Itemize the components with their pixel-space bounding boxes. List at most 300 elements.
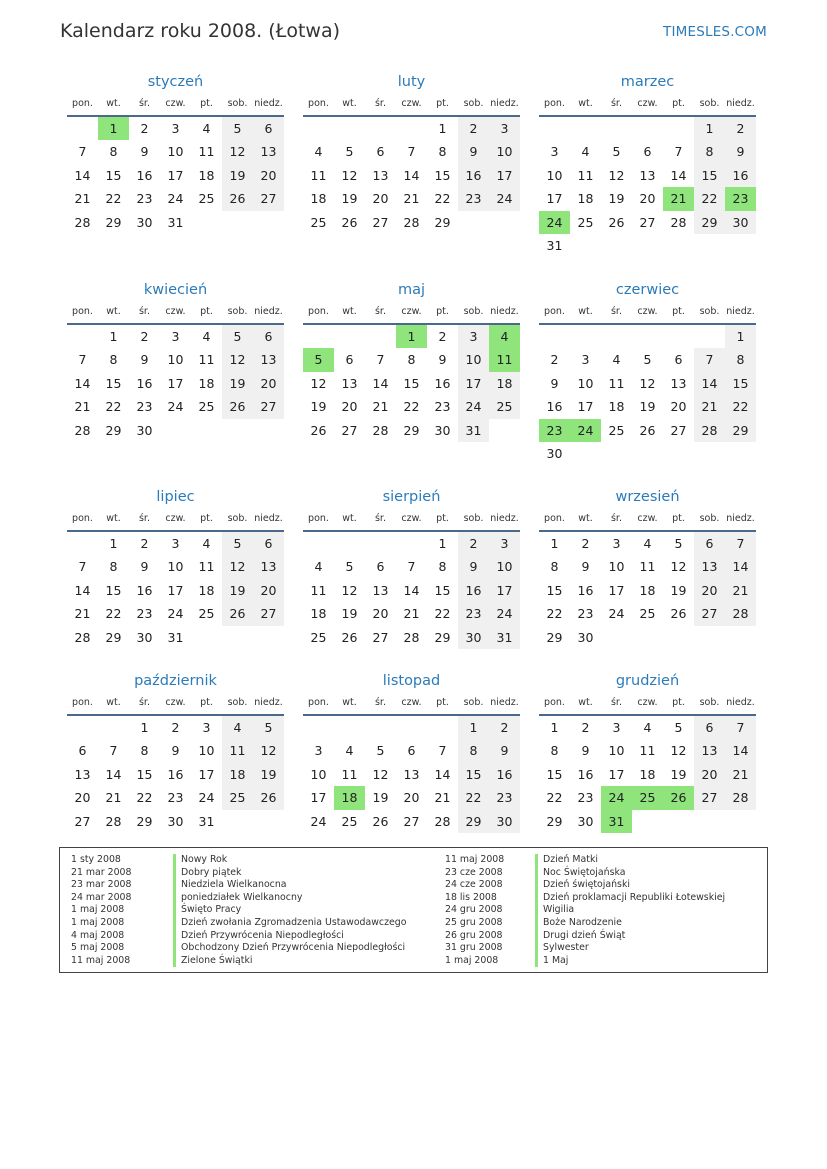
day-cell: 26 — [310, 422, 327, 438]
day-cell: 19 — [310, 399, 327, 415]
day-cell: 22 — [434, 606, 451, 622]
month-5 — [303, 279, 520, 442]
weekday-label: niedz. — [254, 697, 283, 708]
day-cell: 21 — [403, 606, 420, 622]
day-cell: 19 — [670, 582, 687, 598]
day-cell: 26 — [341, 629, 358, 645]
day-cell: 10 — [310, 766, 327, 782]
holiday-date: 1 maj 2008 — [71, 916, 125, 928]
week-row — [67, 164, 284, 187]
empty-cell — [663, 325, 694, 348]
day-cell: 10 — [198, 743, 215, 759]
day-cell: 3 — [202, 720, 211, 735]
day-cell: 12 — [372, 766, 389, 782]
week-row — [67, 372, 284, 395]
day-cell: 9 — [581, 743, 590, 759]
day-cell: 24 — [489, 602, 520, 625]
empty-cell — [365, 117, 396, 140]
day-cell: 7 — [694, 348, 725, 371]
holiday-name: Boże Narodzenie — [535, 917, 725, 930]
day-cell: 1 — [438, 536, 447, 551]
day-cell: 20 — [403, 790, 420, 806]
week-row — [67, 532, 284, 555]
empty-cell — [601, 234, 632, 257]
day-cell: 3 — [314, 743, 323, 759]
day-cell: 22 — [458, 786, 489, 809]
day-cell: 29 — [434, 629, 451, 645]
weekday-label: pt. — [200, 98, 213, 109]
day-cell: 28 — [725, 602, 756, 625]
empty-cell — [427, 716, 458, 739]
day-cell: 14 — [372, 375, 389, 391]
day-cell: 27 — [253, 187, 284, 210]
weekday-label: śr. — [374, 98, 386, 109]
weekday-label: pt. — [672, 513, 685, 524]
day-cell: 12 — [222, 348, 253, 371]
empty-cell — [570, 442, 601, 465]
holiday-date: 25 gru 2008 — [445, 916, 503, 928]
day-cell: 16 — [725, 164, 756, 187]
day-cell: 28 — [434, 813, 451, 829]
weekday-label: wt. — [578, 98, 593, 109]
holiday-name: Dzień świętojański — [535, 879, 725, 892]
day-cell: 1 — [694, 117, 725, 140]
day-cell: 13 — [372, 167, 389, 183]
weekday-label: pon. — [544, 98, 565, 109]
weekday-header — [539, 508, 756, 532]
day-cell: 13 — [639, 167, 656, 183]
day-cell: 16 — [136, 582, 153, 598]
day-cell: 4 — [643, 720, 652, 735]
month-10 — [67, 670, 284, 833]
day-cell: 1 — [438, 121, 447, 136]
day-cell: 4 — [489, 325, 520, 348]
holiday-date: 21 mar 2008 — [71, 866, 132, 878]
day-cell: 7 — [407, 144, 416, 160]
day-cell: 25 — [341, 813, 358, 829]
day-cell: 16 — [434, 375, 451, 391]
day-cell: 10 — [458, 348, 489, 371]
week-row — [539, 140, 756, 163]
month-9 — [539, 486, 756, 649]
weekday-label: wt. — [106, 697, 121, 708]
day-cell: 28 — [403, 214, 420, 230]
empty-cell — [253, 211, 284, 234]
month-name: maj — [397, 282, 426, 298]
day-cell: 17 — [310, 790, 327, 806]
day-cell: 15 — [458, 763, 489, 786]
empty-cell — [222, 810, 253, 833]
empty-cell — [191, 626, 222, 649]
day-cell: 2 — [489, 716, 520, 739]
day-cell: 30 — [577, 629, 594, 645]
day-cell: 4 — [202, 536, 211, 551]
weekday-label: niedz. — [726, 98, 755, 109]
empty-cell — [98, 716, 129, 739]
empty-cell — [663, 117, 694, 140]
day-cell: 27 — [253, 395, 284, 418]
day-cell: 10 — [608, 743, 625, 759]
day-cell: 11 — [198, 559, 215, 575]
weekday-label: pt. — [200, 697, 213, 708]
empty-cell — [663, 626, 694, 649]
empty-cell — [67, 325, 98, 348]
holiday-name: Dzień proklamacji Republiki Łotewskiej — [535, 892, 725, 905]
day-cell: 19 — [222, 164, 253, 187]
day-cell: 22 — [546, 790, 563, 806]
holiday-list — [59, 847, 768, 973]
day-cell: 11 — [310, 582, 327, 598]
month-12 — [539, 670, 756, 833]
empty-cell — [632, 234, 663, 257]
day-cell: 31 — [458, 419, 489, 442]
weekday-label: wt. — [342, 306, 357, 317]
day-cell: 25 — [310, 629, 327, 645]
empty-cell — [725, 810, 756, 833]
day-cell: 29 — [546, 813, 563, 829]
day-cell: 27 — [670, 422, 687, 438]
day-cell: 28 — [403, 629, 420, 645]
day-cell: 16 — [167, 766, 184, 782]
weekday-label: śr. — [138, 513, 150, 524]
week-row — [303, 739, 520, 762]
day-cell: 5 — [222, 325, 253, 348]
day-cell: 25 — [310, 214, 327, 230]
weekday-label: niedz. — [726, 513, 755, 524]
day-cell: 16 — [458, 164, 489, 187]
week-row — [303, 810, 520, 833]
day-cell: 15 — [546, 582, 563, 598]
weekday-label: pt. — [672, 98, 685, 109]
day-cell: 25 — [639, 606, 656, 622]
day-cell: 5 — [253, 716, 284, 739]
weekday-label: czw. — [165, 306, 186, 317]
empty-cell — [632, 810, 663, 833]
week-row — [303, 786, 520, 809]
day-cell: 20 — [694, 579, 725, 602]
day-cell: 5 — [376, 743, 385, 759]
day-cell: 11 — [222, 739, 253, 762]
day-cell: 24 — [310, 813, 327, 829]
weekday-label: śr. — [610, 98, 622, 109]
weekday-label: śr. — [610, 513, 622, 524]
day-cell: 22 — [105, 399, 122, 415]
weekday-label: sob. — [463, 697, 484, 708]
day-cell: 8 — [109, 559, 118, 575]
weekday-label: czw. — [637, 697, 658, 708]
day-cell: 17 — [489, 579, 520, 602]
day-cell: 29 — [105, 422, 122, 438]
empty-cell — [725, 234, 756, 257]
day-cell: 11 — [639, 559, 656, 575]
day-cell: 18 — [310, 191, 327, 207]
day-cell: 28 — [74, 422, 91, 438]
day-cell: 30 — [167, 813, 184, 829]
empty-cell — [222, 211, 253, 234]
day-cell: 30 — [136, 629, 153, 645]
weekday-label: niedz. — [490, 306, 519, 317]
day-cell: 6 — [253, 117, 284, 140]
month-name: sierpień — [382, 489, 441, 505]
day-cell: 10 — [167, 352, 184, 368]
day-cell: 19 — [608, 191, 625, 207]
week-row — [539, 532, 756, 555]
day-cell: 3 — [171, 121, 180, 136]
weekday-label: wt. — [578, 513, 593, 524]
weekday-label: wt. — [342, 98, 357, 109]
day-cell: 15 — [694, 164, 725, 187]
day-cell: 28 — [694, 419, 725, 442]
week-row — [67, 579, 284, 602]
day-cell: 18 — [608, 399, 625, 415]
empty-cell — [334, 325, 365, 348]
day-cell: 25 — [577, 214, 594, 230]
holiday-date: 23 mar 2008 — [71, 879, 132, 891]
weekday-label: czw. — [637, 306, 658, 317]
day-cell: 12 — [608, 167, 625, 183]
week-row — [539, 211, 756, 234]
day-cell: 7 — [407, 559, 416, 575]
day-cell: 7 — [78, 559, 87, 575]
day-cell: 9 — [458, 140, 489, 163]
week-row — [539, 325, 756, 348]
day-cell: 29 — [105, 629, 122, 645]
day-cell: 20 — [253, 579, 284, 602]
holiday-dates-left — [71, 854, 131, 967]
day-cell: 12 — [253, 739, 284, 762]
weekday-label: pon. — [544, 697, 565, 708]
day-cell: 4 — [314, 559, 323, 575]
day-cell: 7 — [376, 352, 385, 368]
weekday-label: pt. — [200, 513, 213, 524]
week-row — [539, 419, 756, 442]
day-cell: 14 — [725, 739, 756, 762]
holiday-date: 24 gru 2008 — [445, 904, 503, 916]
week-row — [303, 716, 520, 739]
weekday-label: sob. — [227, 513, 248, 524]
day-cell: 7 — [674, 144, 683, 160]
month-4 — [67, 279, 284, 442]
week-row — [303, 140, 520, 163]
day-cell: 18 — [222, 763, 253, 786]
day-cell: 1 — [140, 720, 149, 735]
week-row — [303, 763, 520, 786]
month-name: marzec — [620, 74, 675, 90]
month-name: styczeń — [147, 74, 204, 90]
month-name: wrzesień — [615, 489, 680, 505]
week-row — [539, 626, 756, 649]
day-cell: 5 — [345, 559, 354, 575]
day-cell: 20 — [253, 372, 284, 395]
weekday-label: pt. — [200, 306, 213, 317]
empty-cell — [694, 234, 725, 257]
day-cell: 21 — [105, 790, 122, 806]
day-cell: 23 — [458, 602, 489, 625]
holiday-name: Zielone Świątki — [173, 955, 406, 968]
day-cell: 17 — [167, 167, 184, 183]
day-cell: 11 — [639, 743, 656, 759]
week-row — [539, 164, 756, 187]
day-cell: 11 — [198, 352, 215, 368]
empty-cell — [303, 716, 334, 739]
day-cell: 18 — [310, 606, 327, 622]
weekday-label: wt. — [106, 513, 121, 524]
empty-cell — [694, 442, 725, 465]
day-cell: 22 — [105, 191, 122, 207]
day-cell: 6 — [407, 743, 416, 759]
empty-cell — [632, 325, 663, 348]
week-row — [67, 395, 284, 418]
day-cell: 11 — [310, 167, 327, 183]
day-cell: 2 — [725, 117, 756, 140]
day-cell: 4 — [581, 144, 590, 160]
empty-cell — [663, 234, 694, 257]
weekday-label: niedz. — [490, 697, 519, 708]
month-2 — [303, 71, 520, 234]
day-cell: 29 — [546, 629, 563, 645]
weekday-label: wt. — [578, 697, 593, 708]
week-row — [539, 786, 756, 809]
day-cell: 14 — [434, 766, 451, 782]
day-cell: 6 — [376, 144, 385, 160]
empty-cell — [489, 211, 520, 234]
weekday-label: pt. — [436, 697, 449, 708]
day-cell: 17 — [198, 766, 215, 782]
empty-cell — [334, 532, 365, 555]
day-cell: 26 — [253, 786, 284, 809]
day-cell: 1 — [550, 720, 559, 735]
day-cell: 2 — [140, 536, 149, 551]
weekday-header — [539, 692, 756, 716]
day-cell: 9 — [458, 555, 489, 578]
month-name: kwiecień — [143, 282, 208, 298]
day-cell: 19 — [253, 763, 284, 786]
week-row — [303, 117, 520, 140]
day-cell: 11 — [341, 766, 358, 782]
day-cell: 15 — [403, 375, 420, 391]
weekday-label: pt. — [436, 513, 449, 524]
day-cell: 1 — [550, 536, 559, 551]
day-cell: 19 — [372, 790, 389, 806]
day-cell: 26 — [372, 813, 389, 829]
day-cell: 6 — [376, 559, 385, 575]
holiday-name: Noc Świętojańska — [535, 867, 725, 880]
weekday-label: niedz. — [490, 513, 519, 524]
empty-cell — [725, 442, 756, 465]
empty-cell — [303, 117, 334, 140]
day-cell: 8 — [438, 144, 447, 160]
day-cell: 6 — [253, 325, 284, 348]
day-cell: 10 — [489, 140, 520, 163]
day-cell: 15 — [434, 167, 451, 183]
day-cell: 7 — [725, 532, 756, 555]
day-cell: 8 — [458, 739, 489, 762]
week-row — [303, 348, 520, 371]
day-cell: 29 — [105, 214, 122, 230]
day-cell: 28 — [725, 786, 756, 809]
weekday-label: pon. — [544, 306, 565, 317]
day-cell: 16 — [458, 579, 489, 602]
weekday-label: czw. — [165, 513, 186, 524]
weekday-label: pt. — [436, 98, 449, 109]
day-cell: 6 — [694, 532, 725, 555]
day-cell: 3 — [171, 536, 180, 551]
day-cell: 13 — [253, 140, 284, 163]
weekday-label: sob. — [699, 98, 720, 109]
weekday-label: pon. — [72, 306, 93, 317]
day-cell: 19 — [222, 579, 253, 602]
day-cell: 15 — [105, 582, 122, 598]
day-cell: 27 — [372, 214, 389, 230]
day-cell: 28 — [105, 813, 122, 829]
empty-cell — [396, 117, 427, 140]
day-cell: 6 — [643, 144, 652, 160]
day-cell: 21 — [372, 399, 389, 415]
day-cell: 21 — [403, 191, 420, 207]
day-cell: 29 — [403, 422, 420, 438]
day-cell: 20 — [670, 399, 687, 415]
day-cell: 20 — [372, 606, 389, 622]
day-cell: 8 — [438, 559, 447, 575]
weekday-label: czw. — [401, 98, 422, 109]
day-cell: 19 — [341, 191, 358, 207]
empty-cell — [303, 325, 334, 348]
day-cell: 14 — [74, 375, 91, 391]
weekday-label: niedz. — [254, 513, 283, 524]
day-cell: 26 — [341, 214, 358, 230]
day-cell: 5 — [345, 144, 354, 160]
day-cell: 27 — [74, 813, 91, 829]
day-cell: 20 — [253, 164, 284, 187]
day-cell: 3 — [489, 532, 520, 555]
week-row — [67, 187, 284, 210]
weekday-label: pon. — [544, 513, 565, 524]
weekday-label: sob. — [699, 697, 720, 708]
day-cell: 16 — [489, 763, 520, 786]
day-cell: 27 — [253, 602, 284, 625]
day-cell: 29 — [458, 810, 489, 833]
day-cell: 27 — [639, 214, 656, 230]
weekday-label: czw. — [637, 98, 658, 109]
week-row — [67, 140, 284, 163]
empty-cell — [570, 234, 601, 257]
empty-cell — [539, 325, 570, 348]
weekday-label: sob. — [699, 306, 720, 317]
day-cell: 1 — [458, 716, 489, 739]
weekday-label: pon. — [308, 697, 329, 708]
week-row — [539, 739, 756, 762]
day-cell: 11 — [198, 144, 215, 160]
day-cell: 9 — [725, 140, 756, 163]
day-cell: 27 — [694, 602, 725, 625]
day-cell: 23 — [489, 786, 520, 809]
day-cell: 13 — [74, 766, 91, 782]
day-cell: 7 — [109, 743, 118, 759]
day-cell: 12 — [341, 167, 358, 183]
day-cell: 5 — [303, 348, 334, 371]
day-cell: 22 — [403, 399, 420, 415]
day-cell: 28 — [74, 629, 91, 645]
weekday-label: pon. — [308, 98, 329, 109]
weekday-header — [303, 93, 520, 117]
holiday-date: 24 mar 2008 — [71, 891, 132, 903]
weekday-label: czw. — [401, 697, 422, 708]
weekday-label: śr. — [374, 513, 386, 524]
week-row — [67, 786, 284, 809]
holiday-name: Dzień zwołania Zgromadzenia Ustawodawczego — [173, 917, 406, 930]
site-link[interactable]: TIMESLES.COM — [663, 24, 767, 40]
day-cell: 30 — [136, 422, 153, 438]
